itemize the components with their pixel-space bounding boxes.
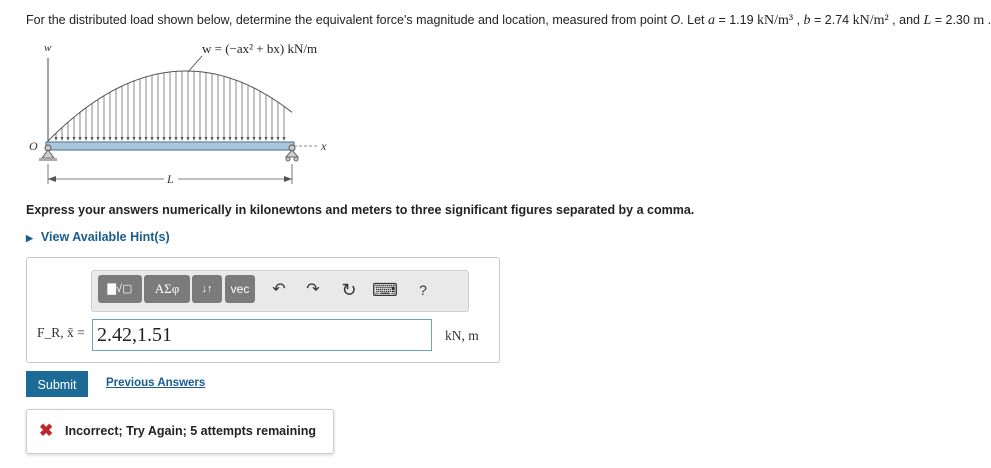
undo-icon[interactable]: ↶	[272, 281, 286, 298]
feedback-message: Incorrect; Try Again; 5 attempts remaining	[65, 424, 316, 438]
sort-button[interactable]: ↓↑	[192, 275, 222, 303]
load-arrowhead	[139, 137, 142, 141]
load-arrowhead	[85, 137, 88, 141]
answer-panel	[26, 257, 500, 363]
load-arrowhead	[217, 137, 220, 141]
answer-label: F_R, x̄ =	[37, 325, 85, 340]
L-value: = 2.30	[931, 13, 974, 27]
load-arrowhead	[223, 137, 226, 141]
load-arrowhead	[79, 137, 82, 141]
separator: ,	[793, 13, 804, 27]
load-arrowhead	[145, 137, 148, 141]
load-arrowhead	[157, 137, 160, 141]
load-arrowhead	[247, 137, 250, 141]
problem-text: . Let	[680, 13, 708, 27]
x-axis-label: x	[321, 139, 327, 153]
redo-icon[interactable]: ↷	[306, 281, 320, 298]
load-arrowhead	[55, 137, 58, 141]
load-arrowhead	[133, 137, 136, 141]
answer-units: kN, m	[445, 328, 479, 343]
load-arrowhead	[199, 137, 202, 141]
hint-link-label: View Available Hint(s)	[40, 230, 170, 244]
load-equation: w = (−ax² + bx) kN/m	[202, 41, 318, 56]
load-arrowhead	[163, 137, 166, 141]
load-arrowhead	[265, 137, 268, 141]
point-label: O	[670, 13, 681, 27]
load-arrowhead	[271, 137, 274, 141]
load-arrowhead	[109, 137, 112, 141]
length-label: L	[167, 172, 174, 186]
vector-button[interactable]: vec	[225, 275, 255, 303]
problem-text: For the distributed load shown below, determine the equivalent force's magnitude and location, measured from point	[26, 13, 671, 27]
caret-right-icon: ▶	[26, 233, 33, 243]
load-arrowhead	[193, 137, 196, 141]
greek-symbols-button[interactable]: ΑΣφ	[144, 275, 190, 303]
answer-input[interactable]: 2.42,1.51	[92, 319, 432, 351]
separator: , and	[888, 13, 924, 27]
load-arrowhead	[259, 137, 262, 141]
load-arrowhead	[241, 137, 244, 141]
load-arrowhead	[253, 137, 256, 141]
load-arrowhead	[67, 137, 70, 141]
previous-answers-link[interactable]: Previous Answers	[106, 377, 206, 389]
load-arrowhead	[73, 137, 76, 141]
load-arrowhead	[277, 137, 280, 141]
help-icon[interactable]: ?	[419, 282, 427, 298]
load-arrowhead	[181, 137, 184, 141]
load-arrowhead	[211, 137, 214, 141]
L-unit: m	[973, 13, 985, 28]
hint-link[interactable]	[26, 230, 170, 244]
b-value: = 2.74	[810, 13, 853, 27]
keyboard-icon[interactable]: ⌨	[372, 280, 398, 300]
beam-diagram	[26, 38, 356, 188]
load-arrowhead	[127, 137, 130, 141]
load-arrowhead	[61, 137, 64, 141]
templates-button[interactable]: ▇√▢	[98, 275, 142, 303]
b-unit: kN/m²	[852, 13, 889, 28]
load-arrowhead	[169, 137, 172, 141]
load-arrowhead	[229, 137, 232, 141]
load-arrowhead	[235, 137, 238, 141]
load-arrowhead	[283, 137, 286, 141]
problem-statement	[26, 10, 991, 31]
origin-label: O	[29, 139, 38, 153]
load-arrowhead	[151, 137, 154, 141]
instructions: Express your answers numerically in kilonewtons and meters to three significant figures separated by a comma.	[26, 203, 695, 217]
L-symbol: L	[923, 13, 932, 28]
load-arrowhead	[175, 137, 178, 141]
reset-icon[interactable]: ↻	[341, 280, 357, 300]
a-value: = 1.19	[714, 13, 758, 27]
beam	[46, 142, 294, 150]
w-axis-label: w	[44, 42, 52, 54]
load-arrowhead	[121, 137, 124, 141]
submit-button[interactable]: Submit	[26, 371, 88, 397]
load-arrowhead	[97, 137, 100, 141]
feedback-box	[26, 409, 334, 454]
load-arrowhead	[103, 137, 106, 141]
load-arrowhead	[187, 137, 190, 141]
load-arrowhead	[205, 137, 208, 141]
b-symbol: b	[803, 13, 811, 28]
load-arrowhead	[91, 137, 94, 141]
a-symbol: a	[707, 13, 715, 28]
separator: .	[984, 13, 991, 27]
error-icon: ✖	[39, 421, 54, 440]
a-unit: kN/m³	[757, 13, 794, 28]
math-toolbar	[91, 270, 469, 312]
load-arrowhead	[115, 137, 118, 141]
